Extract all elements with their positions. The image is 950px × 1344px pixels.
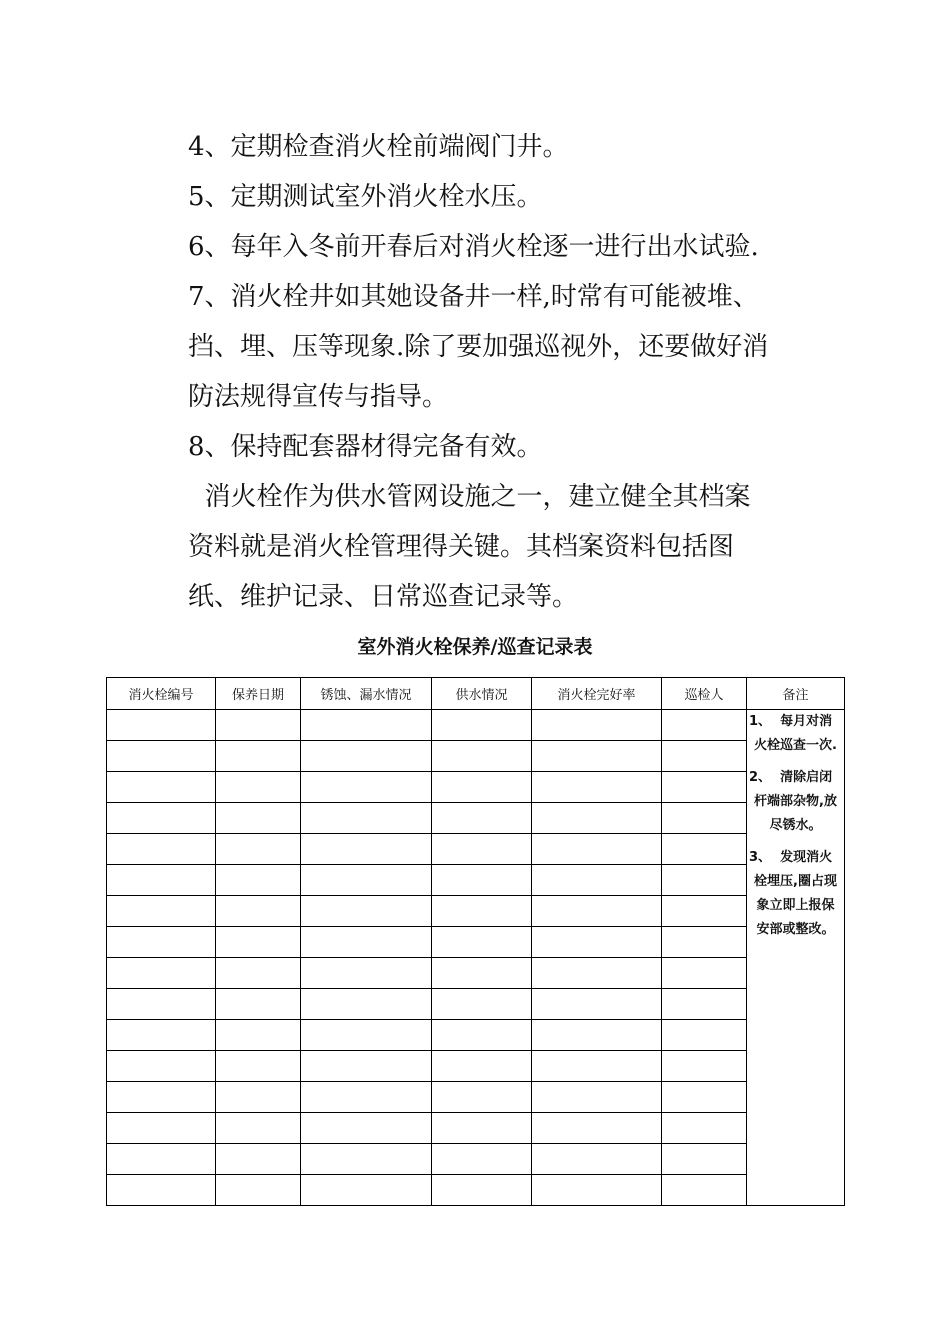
table-cell[interactable]: [216, 772, 301, 803]
table-cell[interactable]: [216, 927, 301, 958]
table-cell[interactable]: [532, 989, 662, 1020]
table-cell[interactable]: [301, 1113, 432, 1144]
table-cell[interactable]: [216, 989, 301, 1020]
table-cell[interactable]: [301, 1051, 432, 1082]
table-cell[interactable]: [107, 1175, 216, 1206]
table-row: [107, 772, 845, 803]
table-cell[interactable]: [107, 772, 216, 803]
table-cell[interactable]: [662, 1020, 747, 1051]
table-cell[interactable]: [432, 772, 532, 803]
table-cell[interactable]: [662, 927, 747, 958]
table-cell[interactable]: [432, 865, 532, 896]
table-row: [107, 1113, 845, 1144]
paragraph-line: 纸、维护记录、日常巡查记录等。: [188, 582, 579, 612]
table-row: [107, 1175, 845, 1206]
table-row: [107, 989, 845, 1020]
table-cell[interactable]: [107, 1144, 216, 1175]
remark-line: 栓埋压,圈占现: [754, 874, 837, 889]
table-cell[interactable]: [532, 1051, 662, 1082]
table-row: [107, 803, 845, 834]
table-cell[interactable]: [532, 1144, 662, 1175]
table-cell[interactable]: [216, 958, 301, 989]
table-cell[interactable]: [532, 772, 662, 803]
table-cell[interactable]: [107, 710, 216, 741]
table-title: 室外消火栓保养/巡查记录表: [357, 636, 593, 658]
table-row: [107, 710, 845, 741]
table-cell[interactable]: [662, 834, 747, 865]
table-cell[interactable]: [532, 834, 662, 865]
table-cell[interactable]: [662, 989, 747, 1020]
table-cell[interactable]: [301, 741, 432, 772]
table-cell[interactable]: [532, 1082, 662, 1113]
header-rust-leak: 锈蚀、漏水情况: [301, 678, 432, 710]
paragraph-line: 4、定期检查消火栓前端阀门井。: [188, 132, 569, 162]
table-cell[interactable]: [216, 834, 301, 865]
remark-line: 3、 发现消火: [749, 850, 833, 865]
remark-line: 尽锈水。: [769, 818, 822, 833]
table-cell[interactable]: [662, 958, 747, 989]
table-cell[interactable]: [662, 1144, 747, 1175]
table-cell[interactable]: [662, 1175, 747, 1206]
table-cell[interactable]: [107, 1020, 216, 1051]
table-cell[interactable]: [107, 989, 216, 1020]
table-cell[interactable]: [107, 1051, 216, 1082]
table-cell[interactable]: [432, 1051, 532, 1082]
paragraph-line: 8、保持配套器材得完备有效。: [188, 432, 543, 462]
table-cell[interactable]: [432, 1175, 532, 1206]
table-row: [107, 1144, 845, 1175]
paragraph-line: 5、定期测试室外消火栓水压。: [188, 182, 543, 212]
table-cell[interactable]: [107, 927, 216, 958]
remark-line: 安部或整改。: [756, 922, 835, 937]
table-cell[interactable]: [216, 896, 301, 927]
paragraph-line: 6、每年入冬前开春后对消火栓逐一进行出水试验.: [188, 232, 759, 262]
table-cell[interactable]: [532, 865, 662, 896]
table-cell[interactable]: [432, 1113, 532, 1144]
table-cell[interactable]: [216, 1175, 301, 1206]
table-cell[interactable]: [532, 1113, 662, 1144]
table-cell[interactable]: [432, 834, 532, 865]
table-cell[interactable]: [301, 803, 432, 834]
table-cell[interactable]: [301, 896, 432, 927]
table-cell[interactable]: [532, 803, 662, 834]
table-cell[interactable]: [432, 896, 532, 927]
table-cell[interactable]: [432, 710, 532, 741]
table-cell[interactable]: [216, 1051, 301, 1082]
table-cell[interactable]: [662, 896, 747, 927]
header-maintenance-date: 保养日期: [216, 678, 301, 710]
table-cell[interactable]: [301, 834, 432, 865]
table-cell[interactable]: [532, 741, 662, 772]
table-cell[interactable]: [216, 803, 301, 834]
table-cell[interactable]: [107, 1113, 216, 1144]
paragraph-line: 消火栓作为供水管网设施之一，建立健全其档案: [188, 482, 751, 512]
table-cell[interactable]: [432, 1020, 532, 1051]
table-cell[interactable]: [107, 1082, 216, 1113]
table-cell[interactable]: [662, 772, 747, 803]
table-cell[interactable]: [301, 989, 432, 1020]
table-cell[interactable]: [301, 1144, 432, 1175]
remarks-cell: [747, 710, 845, 1206]
table-cell[interactable]: [216, 710, 301, 741]
table-cell[interactable]: [216, 1020, 301, 1051]
table-cell[interactable]: [662, 1113, 747, 1144]
table-cell[interactable]: [662, 1082, 747, 1113]
table-cell[interactable]: [662, 865, 747, 896]
table-cell[interactable]: [662, 710, 747, 741]
header-water-supply: 供水情况: [432, 678, 532, 710]
table-row: [107, 958, 845, 989]
table-cell[interactable]: [301, 927, 432, 958]
table-cell[interactable]: [432, 958, 532, 989]
table-cell[interactable]: [216, 1082, 301, 1113]
table-row: [107, 834, 845, 865]
remark-line: 2、 清除启闭: [749, 770, 833, 785]
table-cell[interactable]: [107, 896, 216, 927]
table-cell[interactable]: [432, 1144, 532, 1175]
remark-line: 1、 每月对消: [749, 714, 833, 729]
table-row: [107, 741, 845, 772]
table-cell[interactable]: [532, 958, 662, 989]
table-row: [107, 927, 845, 958]
table-cell[interactable]: [301, 865, 432, 896]
table-cell[interactable]: [216, 865, 301, 896]
table-cell[interactable]: [662, 741, 747, 772]
table-cell[interactable]: [532, 710, 662, 741]
table-cell[interactable]: [532, 1020, 662, 1051]
table-row: [107, 1051, 845, 1082]
table-cell[interactable]: [216, 1113, 301, 1144]
table-cell[interactable]: [532, 1175, 662, 1206]
table-header-row: [107, 678, 845, 710]
table-cell[interactable]: [216, 1144, 301, 1175]
header-integrity-rate: 消火栓完好率: [532, 678, 662, 710]
table-row: [107, 896, 845, 927]
header-hydrant-id: 消火栓编号: [107, 678, 216, 710]
table-cell[interactable]: [216, 741, 301, 772]
record-table: [106, 677, 845, 1206]
table-cell[interactable]: [432, 741, 532, 772]
table-cell[interactable]: [432, 803, 532, 834]
table-row: [107, 1082, 845, 1113]
table-cell[interactable]: [301, 772, 432, 803]
paragraph-line: 挡、埋、压等现象.除了要加强巡视外，还要做好消: [188, 332, 769, 362]
header-inspector: 巡检人: [662, 678, 747, 710]
table-cell[interactable]: [301, 1020, 432, 1051]
table-cell[interactable]: [301, 958, 432, 989]
table-cell[interactable]: [107, 865, 216, 896]
paragraph-line: 防法规得宣传与指导。: [188, 382, 449, 412]
table-row: [107, 1020, 845, 1051]
paragraph-line: 7、消火栓井如其她设备井一样,时常有可能被堆、: [188, 282, 759, 312]
table-cell[interactable]: [107, 741, 216, 772]
table-cell[interactable]: [432, 927, 532, 958]
table-cell[interactable]: [662, 1051, 747, 1082]
table-cell[interactable]: [432, 1082, 532, 1113]
table-cell[interactable]: [107, 958, 216, 989]
table-cell[interactable]: [301, 1082, 432, 1113]
table-cell[interactable]: [107, 803, 216, 834]
table-cell[interactable]: [662, 803, 747, 834]
header-remarks: 备注: [747, 678, 845, 710]
remark-line: 火栓巡查一次.: [754, 738, 837, 753]
table-cell[interactable]: [532, 896, 662, 927]
table-cell[interactable]: [301, 710, 432, 741]
table-cell[interactable]: [107, 834, 216, 865]
paragraph-line: 资料就是消火栓管理得关键。其档案资料包括图: [188, 532, 735, 562]
table-row: [107, 865, 845, 896]
remark-line: 杆端部杂物,放: [754, 794, 837, 809]
table-cell[interactable]: [432, 989, 532, 1020]
table-cell[interactable]: [301, 1175, 432, 1206]
remark-line: 象立即上报保: [756, 898, 835, 913]
table-cell[interactable]: [532, 927, 662, 958]
